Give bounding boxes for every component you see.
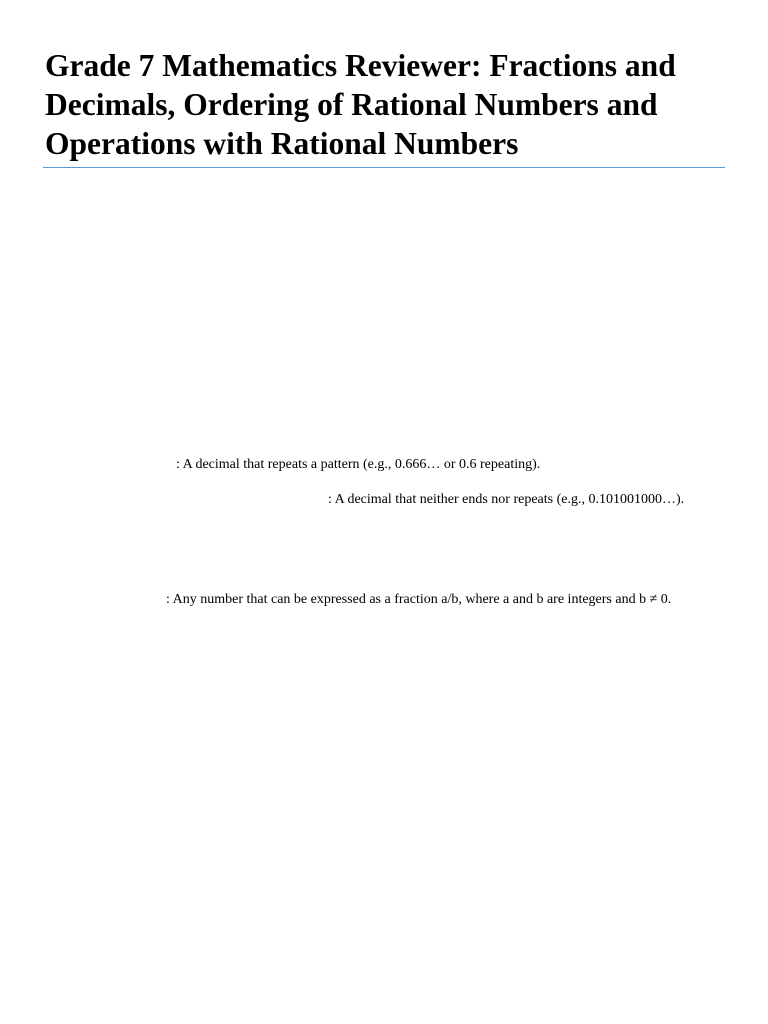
page-title: Grade 7 Mathematics Reviewer: Fractions and Decimals, Ordering of Rational Numbers and Operations with Rational Numbers <box>45 48 676 161</box>
rational-number-definition: : Any number that can be expressed as a fraction a/b, where a and b are integers and b ≠ 0. <box>166 592 672 607</box>
non-repeating-decimal-definition: : A decimal that neither ends nor repeats (e.g., 0.101001000…). <box>328 492 685 507</box>
repeating-decimal-definition: : A decimal that repeats a pattern (e.g., 0.666… or 0.6 repeating). <box>176 457 541 472</box>
title-divider <box>43 167 725 168</box>
